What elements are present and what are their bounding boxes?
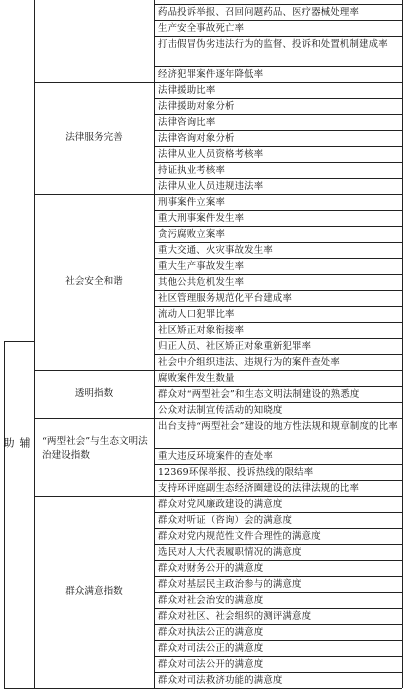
group-label: 社会安全和谐 bbox=[65, 276, 123, 287]
indicator-cell: 群众对社会治安的满意度 bbox=[158, 594, 264, 606]
group-label: 透明指数 bbox=[74, 388, 114, 399]
aux-index-label: 辅助 bbox=[2, 437, 31, 449]
indicator-cell: 公众对法制宣传活动的知晓度 bbox=[158, 404, 283, 416]
indicator-cell: 其他公共危机发生率 bbox=[158, 276, 245, 288]
indicator-cell: 出台支持“两型社会”建设的地方性法规和规章制度的比率 bbox=[158, 420, 398, 432]
indicator-cell: 群众对党风廉政建设的满意度 bbox=[158, 498, 283, 510]
indicator-cell: 重大生产事故发生率 bbox=[158, 260, 245, 272]
group-label: 群众满意指数 bbox=[65, 586, 123, 597]
indicator-cell: 腐败案件发生数量 bbox=[158, 372, 235, 384]
indicator-cell: 群众对财务公开的满意度 bbox=[158, 562, 264, 574]
indicator-cell: 法律从业人员资格考核率 bbox=[158, 148, 264, 160]
indicator-cell: 打击假冒伪劣违法行为的监督、投诉和处置机制建成率 bbox=[158, 38, 388, 50]
indicator-cell: 群众对听证（咨询）会的满意度 bbox=[158, 514, 293, 526]
indicator-cell: 流动人口犯罪比率 bbox=[158, 308, 235, 320]
indicator-cell: 生产安全事故死亡率 bbox=[158, 22, 245, 34]
indicator-cell: 社区矫正对象衔接率 bbox=[158, 324, 245, 336]
indicator-cell: 法律咨询比率 bbox=[158, 116, 216, 128]
indicator-cell: 群众对执法公正的满意度 bbox=[158, 626, 264, 638]
indicator-cell: 群众对党内规范性文件合理性的满意度 bbox=[158, 530, 321, 542]
indicator-cell: 法律援助对象分析 bbox=[158, 100, 235, 112]
indicator-cell: 重大违反环境案件的查处率 bbox=[158, 450, 273, 462]
indicator-cell: 12369环保举报、投诉热线的限结率 bbox=[158, 466, 314, 478]
indicator-cell: 群众对社区、社会组织的测评满意度 bbox=[158, 610, 312, 622]
indicator-cell: 贪污腐败立案率 bbox=[158, 228, 226, 240]
group-label: 法律服务完善 bbox=[65, 132, 123, 143]
indicator-cell: 重大交通、火灾事故发生率 bbox=[158, 244, 273, 256]
indicator-cell: 刑事案件立案率 bbox=[158, 196, 226, 208]
group-label: “两型社会”与生态文明法治建设指数 bbox=[42, 436, 148, 461]
indicator-cell: 群众对司法公正的满意度 bbox=[158, 642, 264, 654]
indicator-cell: 群众对“两型社会”和生态文明法制建设的熟悉度 bbox=[158, 388, 360, 400]
indicator-cell: 归正人员、社区矫正对象重新犯罪率 bbox=[158, 340, 312, 352]
indicator-cell: 重大刑事案件发生率 bbox=[158, 212, 245, 224]
indicator-cell: 社区管理服务规范化平台建成率 bbox=[158, 292, 293, 304]
indicator-cell: 支持环评庭副生态经济圈建设的法律法规的比率 bbox=[158, 482, 360, 494]
indicator-cell: 群众对司法公开的满意度 bbox=[158, 658, 264, 670]
indicator-cell: 选民对人大代表履职情况的满意度 bbox=[158, 546, 302, 558]
indicator-cell: 群众对司法救济功能的满意度 bbox=[158, 674, 283, 686]
indicator-cell: 经济犯罪案件逐年降低率 bbox=[158, 68, 264, 80]
indicator-cell: 法律从业人员违规违法率 bbox=[158, 180, 264, 192]
indicator-cell: 群众对基层民主政治参与的满意度 bbox=[158, 578, 302, 590]
indicator-cell: 法律咨询对象分析 bbox=[158, 132, 235, 144]
indicator-cell: 社会中介组织违法、违规行为的案件查处率 bbox=[158, 356, 340, 368]
indicator-cell: 药品投诉举报、召回问题药品、医疗器械处理率 bbox=[158, 6, 360, 18]
indicator-cell: 持证执业考核率 bbox=[158, 164, 226, 176]
indicator-cell: 法律援助比率 bbox=[158, 84, 216, 96]
